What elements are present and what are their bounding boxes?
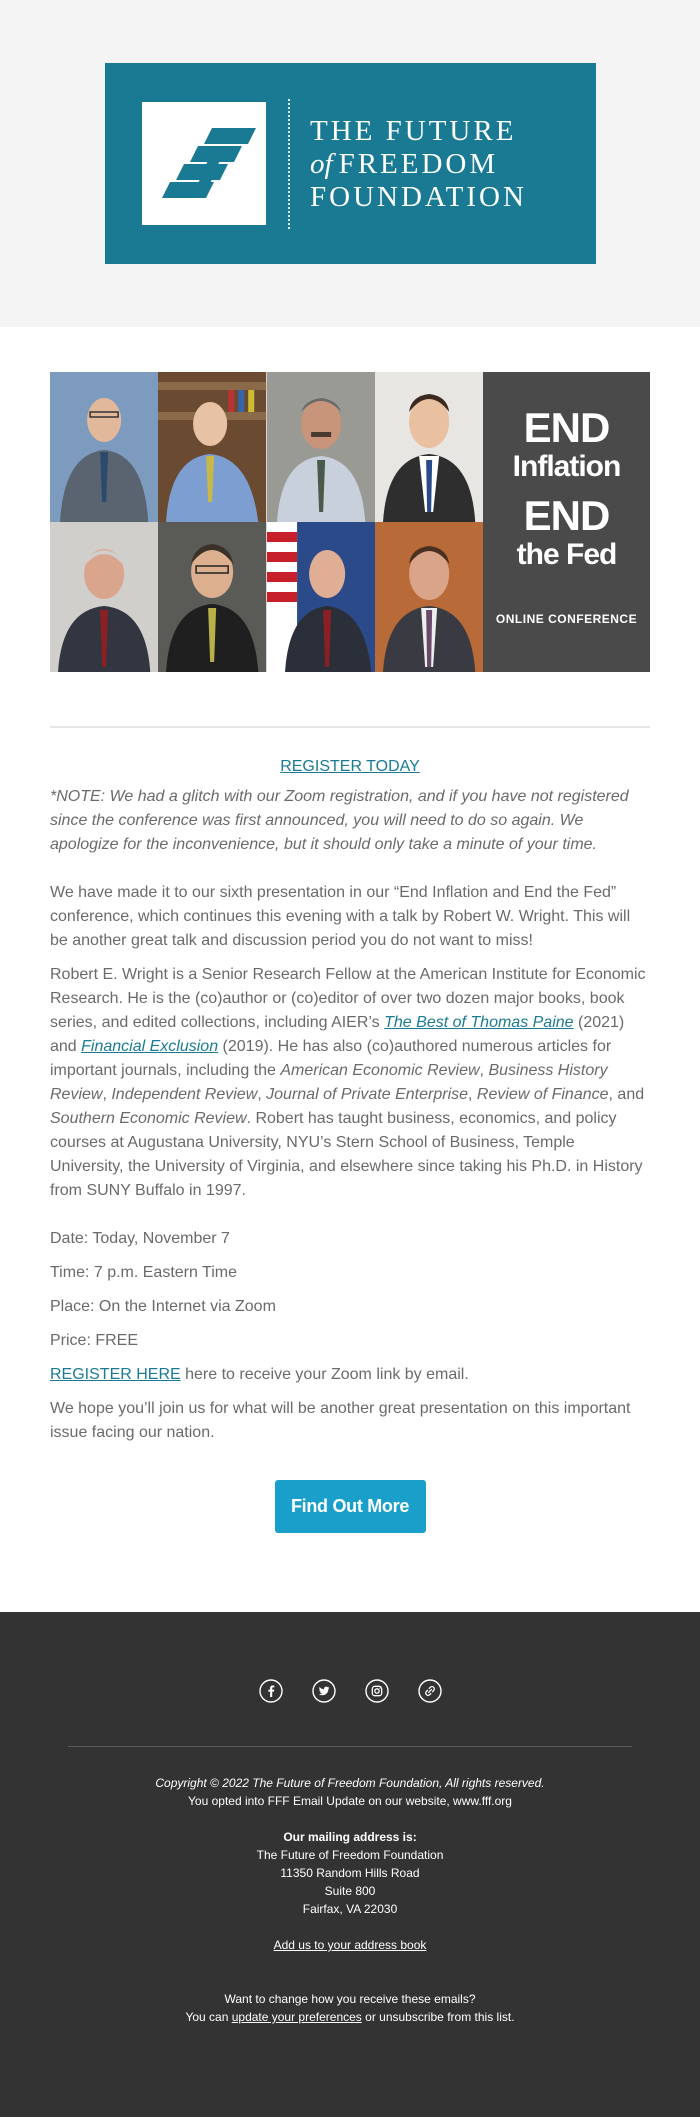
spacer: [0, 1810, 700, 1828]
logo-of: of: [310, 148, 333, 180]
banner-online-conference: ONLINE CONFERENCE: [495, 612, 638, 626]
spacer: [0, 1972, 700, 1990]
conference-banner: [50, 372, 650, 672]
logo-divider: [288, 99, 290, 229]
speaker-photo-6: [158, 522, 266, 672]
journal-bhr: Business History Review: [50, 1062, 608, 1103]
cta-wrapper: [50, 1480, 650, 1533]
journal-ir: Independent Review: [111, 1086, 258, 1103]
mailing-address-heading: Our mailing address is:: [283, 1830, 417, 1844]
twitter-icon[interactable]: [312, 1679, 336, 1703]
journal-aer: American Economic Review: [280, 1062, 480, 1079]
bio-text-2: (2021) and: [50, 1014, 625, 1055]
event-date: Date: Today, November 7: [50, 1230, 230, 1247]
register-here-line: [50, 1363, 650, 1387]
website-link-icon[interactable]: [418, 1679, 442, 1703]
footer-divider: [68, 1746, 632, 1747]
journal-ser: Southern Economic Review: [50, 1110, 247, 1127]
spacer: [0, 1918, 700, 1936]
address-line-3: Suite 800: [324, 1884, 376, 1898]
you-can-text: You can: [185, 2010, 232, 2024]
journal-jpe: Journal of Private Enterprise: [266, 1086, 469, 1103]
zoom-note: *NOTE: We had a glitch with our Zoom registration, and if you have not registered since the conference was first announced, you will need to do so again. We apologize for the inconvenience, but it should only take a minute of your time.: [50, 788, 629, 853]
logo-line-3: FOUNDATION: [310, 181, 527, 213]
bio-sep-2: ,: [102, 1086, 112, 1103]
change-emails-question: Want to change how you receive these emails?: [224, 1992, 476, 2006]
footer-text: [0, 1774, 700, 2026]
bio-sep-5: , and: [608, 1086, 645, 1103]
register-here-link[interactable]: REGISTER HERE: [50, 1366, 181, 1383]
bio-text-3: (2019). He has also (co)authored numerous articles for important journals, including the: [50, 1038, 612, 1079]
speaker-photo-7: [267, 522, 375, 672]
speaker-bio: [50, 963, 650, 1203]
speaker-photo-2: [158, 372, 266, 522]
intro-paragraph: We have made it to our sixth presentation in our “End Inflation and End the Fed” conference, which continues this evening with a talk by Robert W. Wright. This will be another great talk and discussion period you do not want to miss!: [50, 884, 631, 949]
spacer: [0, 1954, 700, 1972]
banner-inflation: Inflation: [512, 450, 621, 483]
address-line-4: Fairfax, VA 22030: [302, 1902, 398, 1916]
address-line-1: The Future of Freedom Foundation: [256, 1848, 444, 1862]
content-divider: [50, 726, 650, 728]
facebook-icon[interactable]: [259, 1679, 283, 1703]
speaker-photo-1: [50, 372, 158, 522]
fff-logo-mark-icon: [142, 102, 266, 225]
bio-sep-4: ,: [468, 1086, 477, 1103]
find-out-more-button[interactable]: Find Out More: [275, 1480, 426, 1533]
banner-the-fed: the Fed: [516, 538, 617, 571]
copyright-line: Copyright © 2022 The Future of Freedom Foundation, All rights reserved.: [155, 1776, 545, 1790]
speaker-photo-3: [267, 372, 375, 522]
event-price: Price: FREE: [50, 1332, 139, 1349]
logo-line-1: THE FUTURE: [310, 115, 517, 147]
preferences-line: [0, 2008, 700, 2026]
closing-paragraph: We hope you’ll join us for what will be another great presentation on this important issue facing our nation.: [50, 1400, 631, 1441]
banner-end-1: END: [523, 404, 610, 451]
email-body: [50, 755, 650, 1533]
opted-in-line: You opted into FFF Email Update on our website, www.fff.org: [188, 1794, 512, 1808]
update-preferences-link[interactable]: update your preferences: [231, 2010, 362, 2024]
email-header: [0, 0, 700, 327]
register-here-suffix: here to receive your Zoom link by email.: [180, 1366, 469, 1383]
speaker-photo-4: [375, 372, 483, 522]
register-today-link[interactable]: REGISTER TODAY: [280, 758, 420, 775]
bio-sep-1: ,: [479, 1062, 489, 1079]
social-links: [0, 1679, 700, 1703]
bio-text-4: . Robert has taught business, economics, and policy courses at Augustana University, NYU’s Stern School of Business, Temple University, the University of Virginia, and elsewhere since taking his Ph.D. in History from SUNY Buffalo in 1997.: [50, 1110, 643, 1199]
logo-wordmark: [310, 115, 580, 214]
fff-logo[interactable]: [105, 63, 596, 264]
speaker-photo-8: [375, 522, 483, 672]
speaker-photo-5: [50, 522, 158, 672]
best-of-thomas-paine-link[interactable]: The Best of Thomas Paine: [384, 1014, 574, 1031]
speaker-photos: [50, 372, 483, 672]
bio-text-1: Robert E. Wright is a Senior Research Fellow at the American Institute for Economic Research. He is the (co)author or (co)editor of over two dozen major books, book series, and edited collections, including AIER’s: [50, 966, 646, 1031]
banner-end-2: END: [523, 492, 610, 539]
email-footer: [0, 1612, 700, 2117]
add-to-address-book-link[interactable]: Add us to your address book: [273, 1938, 427, 1952]
logo-line-2: [310, 148, 580, 181]
address-line-2: 11350 Random Hills Road: [280, 1866, 420, 1880]
banner-title-panel: [483, 372, 650, 672]
instagram-icon[interactable]: [365, 1679, 389, 1703]
financial-exclusion-link[interactable]: Financial Exclusion: [81, 1038, 219, 1055]
event-time: Time: 7 p.m. Eastern Time: [50, 1264, 238, 1281]
unsubscribe-text: or unsubscribe from this list.: [361, 2010, 515, 2024]
logo-freedom: FREEDOM: [338, 148, 499, 180]
bio-sep-3: ,: [257, 1086, 267, 1103]
spacer: [50, 1213, 650, 1227]
event-place: Place: On the Internet via Zoom: [50, 1298, 276, 1315]
address-book-line: [0, 1936, 700, 1954]
journal-rof: Review of Finance: [476, 1086, 609, 1103]
